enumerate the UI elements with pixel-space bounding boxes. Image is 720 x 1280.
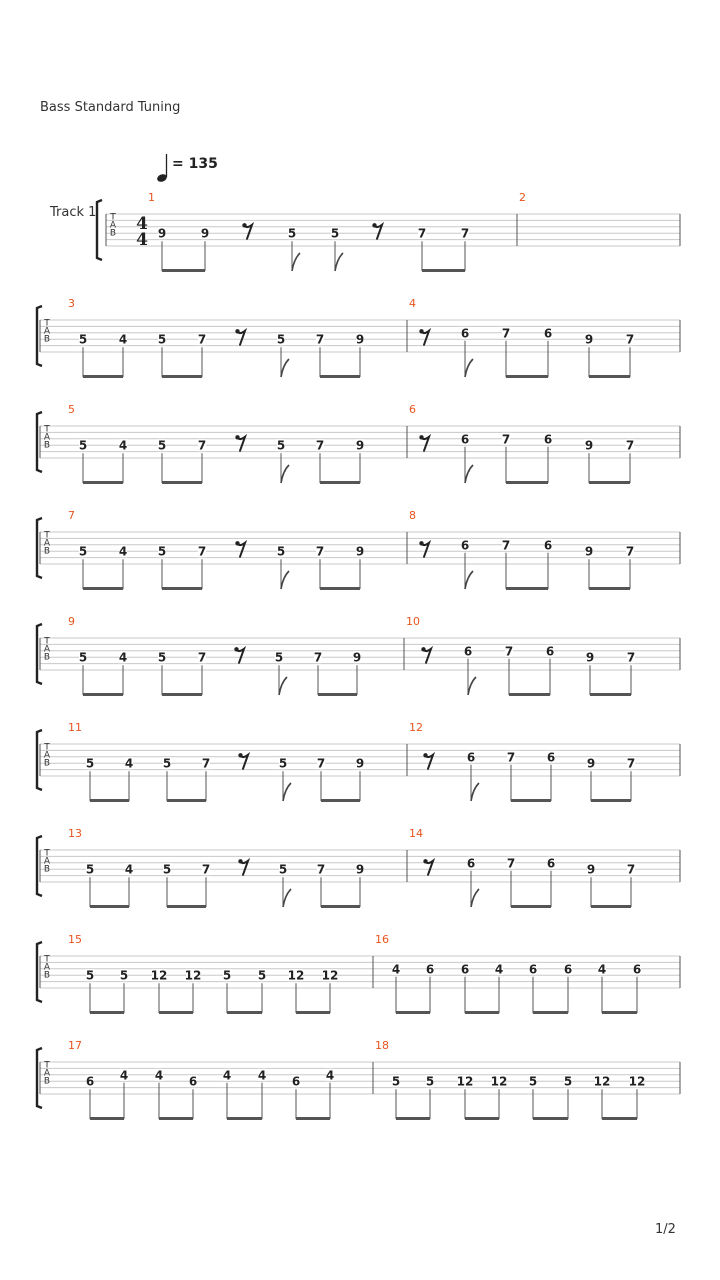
eighth-beam — [589, 481, 630, 484]
measure-number: 11 — [68, 721, 82, 734]
fret-number: 5 — [162, 756, 172, 771]
fret-number: 4 — [257, 1068, 267, 1083]
eighth-rest-dot — [242, 223, 246, 227]
eighth-beam — [506, 481, 548, 484]
eighth-rest-dot — [234, 647, 238, 651]
eighth-beam — [83, 693, 123, 696]
fret-number: 7 — [626, 862, 636, 877]
fret-number: 4 — [391, 962, 401, 977]
eighth-rest-dot — [235, 435, 239, 439]
eighth-beam — [590, 693, 631, 696]
fret-number: 7 — [506, 856, 516, 871]
fret-number: 4 — [118, 332, 128, 347]
measure-number: 10 — [406, 615, 420, 628]
eighth-flag — [281, 359, 289, 377]
eighth-beam — [318, 693, 357, 696]
fret-number: 6 — [545, 644, 555, 659]
measure-number: 12 — [409, 721, 423, 734]
fret-number: 4 — [124, 756, 134, 771]
tab-clef-letter: T — [44, 848, 50, 859]
fret-number: 9 — [355, 438, 365, 453]
fret-number: 6 — [463, 644, 473, 659]
fret-number: 9 — [586, 756, 596, 771]
fret-number: 7 — [315, 544, 325, 559]
fret-number: 12 — [321, 968, 339, 983]
eighth-beam — [591, 799, 631, 802]
tab-clef-letter: B — [43, 546, 51, 557]
tab-clef-letter: B — [43, 652, 51, 663]
eighth-beam — [320, 481, 360, 484]
eighth-beam — [602, 1117, 637, 1120]
tab-clef-letter: A — [43, 538, 51, 549]
tab-clef-letter: B — [43, 758, 51, 769]
fret-number: 5 — [274, 650, 284, 665]
fret-number: 7 — [197, 332, 207, 347]
fret-number: 6 — [632, 962, 642, 977]
fret-number: 6 — [546, 750, 556, 765]
fret-number: 5 — [85, 756, 95, 771]
fret-number: 7 — [315, 332, 325, 347]
measure-number: 16 — [375, 933, 389, 946]
measure-number: 6 — [409, 403, 416, 416]
fret-number: 5 — [85, 862, 95, 877]
measure-number: 5 — [68, 403, 75, 416]
fret-number: 6 — [188, 1074, 198, 1089]
measure-number: 13 — [68, 827, 82, 840]
fret-number: 6 — [546, 856, 556, 871]
measure-number: 8 — [409, 509, 416, 522]
fret-number: 6 — [460, 432, 470, 447]
tab-clef-letter: T — [44, 530, 50, 541]
fret-number: 5 — [528, 1074, 538, 1089]
fret-number: 5 — [157, 544, 167, 559]
measure-number: 7 — [68, 509, 75, 522]
eighth-rest-dot — [238, 753, 242, 757]
eighth-beam — [296, 1117, 330, 1120]
eighth-beam — [162, 587, 202, 590]
tab-clef-letter: A — [43, 856, 51, 867]
eighth-beam — [589, 587, 630, 590]
fret-number: 7 — [625, 332, 635, 347]
fret-number: 7 — [417, 226, 427, 241]
fret-number: 4 — [597, 962, 607, 977]
eighth-beam — [227, 1117, 262, 1120]
fret-number: 5 — [330, 226, 340, 241]
eighth-beam — [90, 1117, 124, 1120]
tab-clef-letter: A — [43, 644, 51, 655]
measure-number: 15 — [68, 933, 82, 946]
fret-number: 9 — [352, 650, 362, 665]
fret-number: 4 — [118, 438, 128, 453]
measure-number: 3 — [68, 297, 75, 310]
eighth-beam — [162, 375, 202, 378]
eighth-flag — [279, 677, 287, 695]
tab-clef-letter: T — [110, 212, 116, 223]
tab-clef-letter: A — [43, 750, 51, 761]
fret-number: 9 — [585, 650, 595, 665]
fret-number: 5 — [78, 544, 88, 559]
eighth-beam — [533, 1011, 568, 1014]
fret-number: 5 — [119, 968, 129, 983]
eighth-beam — [83, 375, 123, 378]
fret-number: 6 — [460, 326, 470, 341]
tab-clef-letter: T — [44, 424, 50, 435]
eighth-rest-dot — [372, 223, 376, 227]
track-label: Track 1 — [50, 205, 97, 220]
eighth-beam — [227, 1011, 262, 1014]
fret-number: 7 — [501, 432, 511, 447]
eighth-beam — [162, 693, 202, 696]
fret-number: 6 — [425, 962, 435, 977]
fret-number: 12 — [628, 1074, 646, 1089]
eighth-beam — [162, 481, 202, 484]
eighth-beam — [321, 799, 360, 802]
eighth-beam — [321, 905, 360, 908]
fret-number: 4 — [154, 1068, 164, 1083]
tuning-label: Bass Standard Tuning — [40, 100, 181, 115]
eighth-beam — [396, 1011, 430, 1014]
eighth-beam — [509, 693, 550, 696]
fret-number: 6 — [291, 1074, 301, 1089]
fret-number: 6 — [460, 962, 470, 977]
fret-number: 5 — [78, 438, 88, 453]
measure-number: 9 — [68, 615, 75, 628]
eighth-rest-dot — [419, 329, 423, 333]
fret-number: 5 — [257, 968, 267, 983]
fret-number: 5 — [563, 1074, 573, 1089]
tempo-marking: = 135 — [172, 156, 218, 172]
eighth-flag — [465, 465, 473, 483]
fret-number: 9 — [200, 226, 210, 241]
eighth-beam — [422, 269, 465, 272]
eighth-beam — [465, 1011, 499, 1014]
fret-number: 5 — [157, 438, 167, 453]
fret-number: 9 — [157, 226, 167, 241]
fret-number: 7 — [625, 438, 635, 453]
eighth-rest-dot — [419, 435, 423, 439]
measure-number: 14 — [409, 827, 423, 840]
tab-clef-letter: B — [43, 1076, 51, 1087]
measure-number: 2 — [519, 191, 526, 204]
eighth-beam — [83, 481, 123, 484]
fret-number: 9 — [355, 332, 365, 347]
fret-number: 5 — [162, 862, 172, 877]
fret-number: 9 — [584, 438, 594, 453]
eighth-beam — [159, 1011, 193, 1014]
eighth-flag — [292, 253, 300, 271]
fret-number: 12 — [184, 968, 202, 983]
fret-number: 6 — [563, 962, 573, 977]
fret-number: 5 — [278, 756, 288, 771]
tab-clef-letter: B — [43, 440, 51, 451]
eighth-rest-dot — [423, 753, 427, 757]
fret-number: 4 — [494, 962, 504, 977]
fret-number: 7 — [201, 862, 211, 877]
fret-number: 9 — [355, 756, 365, 771]
fret-number: 7 — [197, 544, 207, 559]
tab-clef-letter: A — [43, 326, 51, 337]
fret-number: 12 — [490, 1074, 508, 1089]
eighth-beam — [90, 1011, 124, 1014]
fret-number: 6 — [528, 962, 538, 977]
tab-clef-letter: B — [43, 970, 51, 981]
eighth-beam — [591, 905, 631, 908]
eighth-beam — [396, 1117, 430, 1120]
eighth-beam — [159, 1117, 193, 1120]
eighth-beam — [589, 375, 630, 378]
eighth-flag — [471, 889, 479, 907]
eighth-beam — [90, 799, 129, 802]
tab-clef-letter: T — [44, 636, 50, 647]
fret-number: 5 — [78, 650, 88, 665]
fret-number: 7 — [626, 650, 636, 665]
fret-number: 4 — [119, 1068, 129, 1083]
page-number: 1/2 — [655, 1222, 676, 1237]
fret-number: 12 — [287, 968, 305, 983]
eighth-beam — [320, 375, 360, 378]
eighth-rest-dot — [419, 541, 423, 545]
measure-number: 1 — [148, 191, 155, 204]
fret-number: 5 — [85, 968, 95, 983]
fret-number: 5 — [276, 332, 286, 347]
tab-clef-letter: B — [43, 864, 51, 875]
fret-number: 7 — [504, 644, 514, 659]
fret-number: 5 — [278, 862, 288, 877]
eighth-beam — [83, 587, 123, 590]
fret-number: 9 — [355, 862, 365, 877]
eighth-rest-dot — [235, 329, 239, 333]
fret-number: 7 — [316, 756, 326, 771]
fret-number: 12 — [593, 1074, 611, 1089]
fret-number: 5 — [157, 650, 167, 665]
eighth-beam — [465, 1117, 499, 1120]
fret-number: 6 — [543, 326, 553, 341]
measure-number: 17 — [68, 1039, 82, 1052]
eighth-flag — [283, 889, 291, 907]
fret-number: 7 — [501, 538, 511, 553]
fret-number: 5 — [425, 1074, 435, 1089]
eighth-flag — [468, 677, 476, 695]
tab-clef-letter: A — [43, 1068, 51, 1079]
time-signature-top: 4 — [136, 214, 148, 234]
measure-number: 18 — [375, 1039, 389, 1052]
fret-number: 6 — [466, 750, 476, 765]
tab-clef-letter: T — [44, 318, 50, 329]
eighth-flag — [281, 571, 289, 589]
eighth-beam — [511, 905, 551, 908]
eighth-flag — [465, 359, 473, 377]
eighth-rest-dot — [421, 647, 425, 651]
fret-number: 4 — [325, 1068, 335, 1083]
tab-clef-letter: A — [109, 220, 117, 231]
fret-number: 9 — [584, 332, 594, 347]
fret-number: 7 — [201, 756, 211, 771]
fret-number: 5 — [287, 226, 297, 241]
fret-number: 9 — [355, 544, 365, 559]
tab-clef-letter: A — [43, 432, 51, 443]
tab-clef-letter: B — [109, 228, 117, 239]
eighth-beam — [506, 587, 548, 590]
fret-number: 5 — [222, 968, 232, 983]
fret-number: 7 — [460, 226, 470, 241]
eighth-beam — [296, 1011, 330, 1014]
fret-number: 7 — [197, 438, 207, 453]
eighth-rest-dot — [423, 859, 427, 863]
fret-number: 7 — [626, 756, 636, 771]
eighth-flag — [471, 783, 479, 801]
eighth-rest-dot — [235, 541, 239, 545]
fret-number: 7 — [197, 650, 207, 665]
fret-number: 6 — [466, 856, 476, 871]
tab-clef-letter: A — [43, 962, 51, 973]
eighth-beam — [506, 375, 548, 378]
fret-number: 6 — [460, 538, 470, 553]
fret-number: 6 — [543, 432, 553, 447]
fret-number: 7 — [501, 326, 511, 341]
fret-number: 4 — [118, 544, 128, 559]
eighth-beam — [167, 905, 206, 908]
eighth-beam — [162, 269, 205, 272]
fret-number: 5 — [78, 332, 88, 347]
eighth-beam — [533, 1117, 568, 1120]
fret-number: 9 — [586, 862, 596, 877]
eighth-beam — [90, 905, 129, 908]
eighth-flag — [283, 783, 291, 801]
fret-number: 4 — [124, 862, 134, 877]
fret-number: 12 — [456, 1074, 474, 1089]
fret-number: 5 — [157, 332, 167, 347]
eighth-beam — [167, 799, 206, 802]
fret-number: 7 — [625, 544, 635, 559]
eighth-beam — [602, 1011, 637, 1014]
fret-number: 9 — [584, 544, 594, 559]
fret-number: 5 — [276, 544, 286, 559]
time-signature-bottom: 4 — [136, 230, 148, 250]
fret-number: 5 — [391, 1074, 401, 1089]
tab-clef-letter: T — [44, 1060, 50, 1071]
fret-number: 6 — [85, 1074, 95, 1089]
fret-number: 7 — [316, 862, 326, 877]
fret-number: 4 — [118, 650, 128, 665]
tab-clef-letter: T — [44, 954, 50, 965]
measure-number: 4 — [409, 297, 416, 310]
fret-number: 5 — [276, 438, 286, 453]
fret-number: 6 — [543, 538, 553, 553]
eighth-flag — [335, 253, 343, 271]
eighth-beam — [320, 587, 360, 590]
fret-number: 4 — [222, 1068, 232, 1083]
system-bracket — [97, 200, 102, 260]
fret-number: 7 — [315, 438, 325, 453]
fret-number: 7 — [506, 750, 516, 765]
tab-clef-letter: T — [44, 742, 50, 753]
eighth-flag — [465, 571, 473, 589]
eighth-beam — [511, 799, 551, 802]
eighth-flag — [281, 465, 289, 483]
fret-number: 7 — [313, 650, 323, 665]
eighth-rest-dot — [238, 859, 242, 863]
tab-clef-letter: B — [43, 334, 51, 345]
fret-number: 12 — [150, 968, 168, 983]
